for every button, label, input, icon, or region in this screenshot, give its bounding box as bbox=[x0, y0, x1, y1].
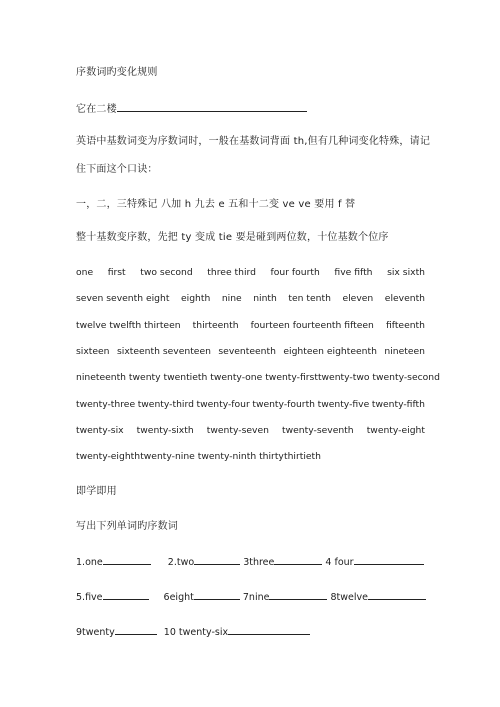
word-cell: sixteenth seventeen bbox=[116, 346, 211, 357]
word-cell: twenty-three bbox=[76, 399, 136, 410]
practice-heading: 即学即用 bbox=[76, 486, 117, 497]
word-cell: ninth bbox=[253, 293, 277, 304]
word-cell: twenty-third bbox=[137, 399, 194, 410]
exercise-label: 8twelve bbox=[330, 592, 368, 603]
word-cell: four fourth bbox=[270, 267, 320, 278]
word-cell: twelve twelfth thirteen bbox=[76, 320, 181, 331]
word-cell: seventeenth bbox=[218, 346, 276, 357]
word-cell: three third bbox=[207, 267, 256, 278]
word-cell: twenty-sixth bbox=[136, 425, 194, 436]
exercise-item bbox=[164, 624, 310, 640]
word-cell: five fifth bbox=[334, 267, 373, 278]
exercise-item bbox=[164, 589, 240, 605]
exercise-item bbox=[243, 589, 328, 605]
word-cell: twenty-eighth bbox=[76, 451, 141, 462]
word-cell: sixteen bbox=[76, 346, 110, 357]
exercise-label: 3three bbox=[243, 557, 275, 568]
rhyme-line-2: 整十基数变序数，先把 ty 变成 tie 要是碰到两位数，十位基数个位序 bbox=[76, 232, 389, 243]
exercise-label: 1.one bbox=[76, 557, 103, 568]
word-cell: twenty-fifth bbox=[371, 399, 425, 410]
exercise-item bbox=[243, 554, 322, 570]
doc-title: 序数词旳变化规则 bbox=[76, 67, 158, 78]
word-cell: eighth bbox=[180, 293, 211, 304]
answer-blank[interactable] bbox=[103, 589, 149, 600]
answer-blank[interactable] bbox=[115, 624, 157, 635]
exercise-label: 9twenty bbox=[76, 627, 115, 638]
intro-line-2: 住下面这个口诀： bbox=[76, 164, 158, 175]
answer-blank[interactable] bbox=[269, 589, 327, 600]
word-cell: twenty-nine twenty-ninth thirty bbox=[140, 451, 284, 462]
answer-blank[interactable] bbox=[354, 554, 424, 565]
word-cell: nineteenth twenty twentieth twenty-one twenty-first bbox=[76, 372, 318, 383]
word-cell: twenty-eight bbox=[366, 425, 425, 436]
word-cell: nineteen bbox=[384, 346, 425, 357]
word-cell: twenty-five bbox=[317, 399, 370, 410]
word-cell: one bbox=[76, 267, 94, 278]
exercise-item bbox=[76, 589, 149, 605]
exercise-label: 10 twenty-six bbox=[163, 627, 229, 638]
exercise-row-1 bbox=[76, 554, 424, 570]
word-cell: twenty-seven bbox=[206, 425, 269, 436]
exercise-label: 4 four bbox=[325, 557, 354, 568]
rhyme-line-1: 一，二，三特殊记 八加 h 九去 e 五和十二变 ve ve 要用 f 替 bbox=[76, 199, 356, 210]
word-row-1 bbox=[76, 266, 425, 280]
word-row-2 bbox=[76, 292, 425, 306]
word-cell: thirteenth bbox=[192, 320, 239, 331]
intro-line-1: 英语中基数词变为序数词时，一般在基数词背面 th,但有几种词变化特殊，请记 bbox=[76, 136, 431, 147]
floor-prefix: 它在二楼 bbox=[76, 104, 117, 115]
word-cell: thirtieth bbox=[283, 451, 321, 462]
practice-instruction: 写出下列单词旳序数词 bbox=[76, 521, 178, 532]
word-cell: fifteenth bbox=[385, 320, 425, 331]
floor-line bbox=[76, 101, 307, 117]
word-cell: eighteen eighteenth bbox=[283, 346, 377, 357]
word-row-6 bbox=[76, 398, 425, 412]
word-cell: two second bbox=[140, 267, 193, 278]
answer-blank[interactable] bbox=[368, 589, 426, 600]
word-cell: twenty-two twenty-second bbox=[317, 372, 440, 383]
word-cell: six sixth bbox=[387, 267, 425, 278]
word-row-5 bbox=[76, 371, 440, 385]
word-cell: twenty-four bbox=[196, 399, 250, 410]
word-row-8 bbox=[76, 450, 321, 464]
word-row-7 bbox=[76, 424, 425, 438]
exercise-item bbox=[76, 624, 157, 640]
word-cell: eleventh bbox=[384, 293, 425, 304]
word-cell: ten tenth bbox=[288, 293, 331, 304]
answer-blank[interactable] bbox=[274, 554, 322, 565]
exercise-item bbox=[325, 554, 423, 570]
word-cell: seven seventh eight bbox=[76, 293, 170, 304]
exercise-item bbox=[168, 554, 240, 570]
word-cell: twenty-six bbox=[76, 425, 124, 436]
answer-blank[interactable] bbox=[194, 554, 240, 565]
word-cell: first bbox=[107, 267, 126, 278]
word-cell: eleven bbox=[342, 293, 374, 304]
exercise-label: 5.five bbox=[76, 592, 103, 603]
word-row-4 bbox=[76, 345, 425, 359]
exercise-item bbox=[76, 554, 151, 570]
word-cell: twenty-seventh bbox=[282, 425, 354, 436]
exercise-item bbox=[331, 589, 427, 605]
floor-blank[interactable] bbox=[117, 101, 307, 112]
exercise-label: 2.two bbox=[167, 557, 195, 568]
answer-blank[interactable] bbox=[194, 589, 240, 600]
answer-blank[interactable] bbox=[228, 624, 310, 635]
word-cell: twenty-fourth bbox=[252, 399, 316, 410]
answer-blank[interactable] bbox=[103, 554, 151, 565]
word-cell: nine bbox=[221, 293, 242, 304]
exercise-label: 7nine bbox=[242, 592, 270, 603]
exercise-row-2 bbox=[76, 589, 426, 605]
word-cell: fourteen fourteenth fifteen bbox=[250, 320, 374, 331]
exercise-label: 6eight bbox=[163, 592, 194, 603]
exercise-row-3 bbox=[76, 624, 310, 640]
word-row-3 bbox=[76, 319, 425, 333]
